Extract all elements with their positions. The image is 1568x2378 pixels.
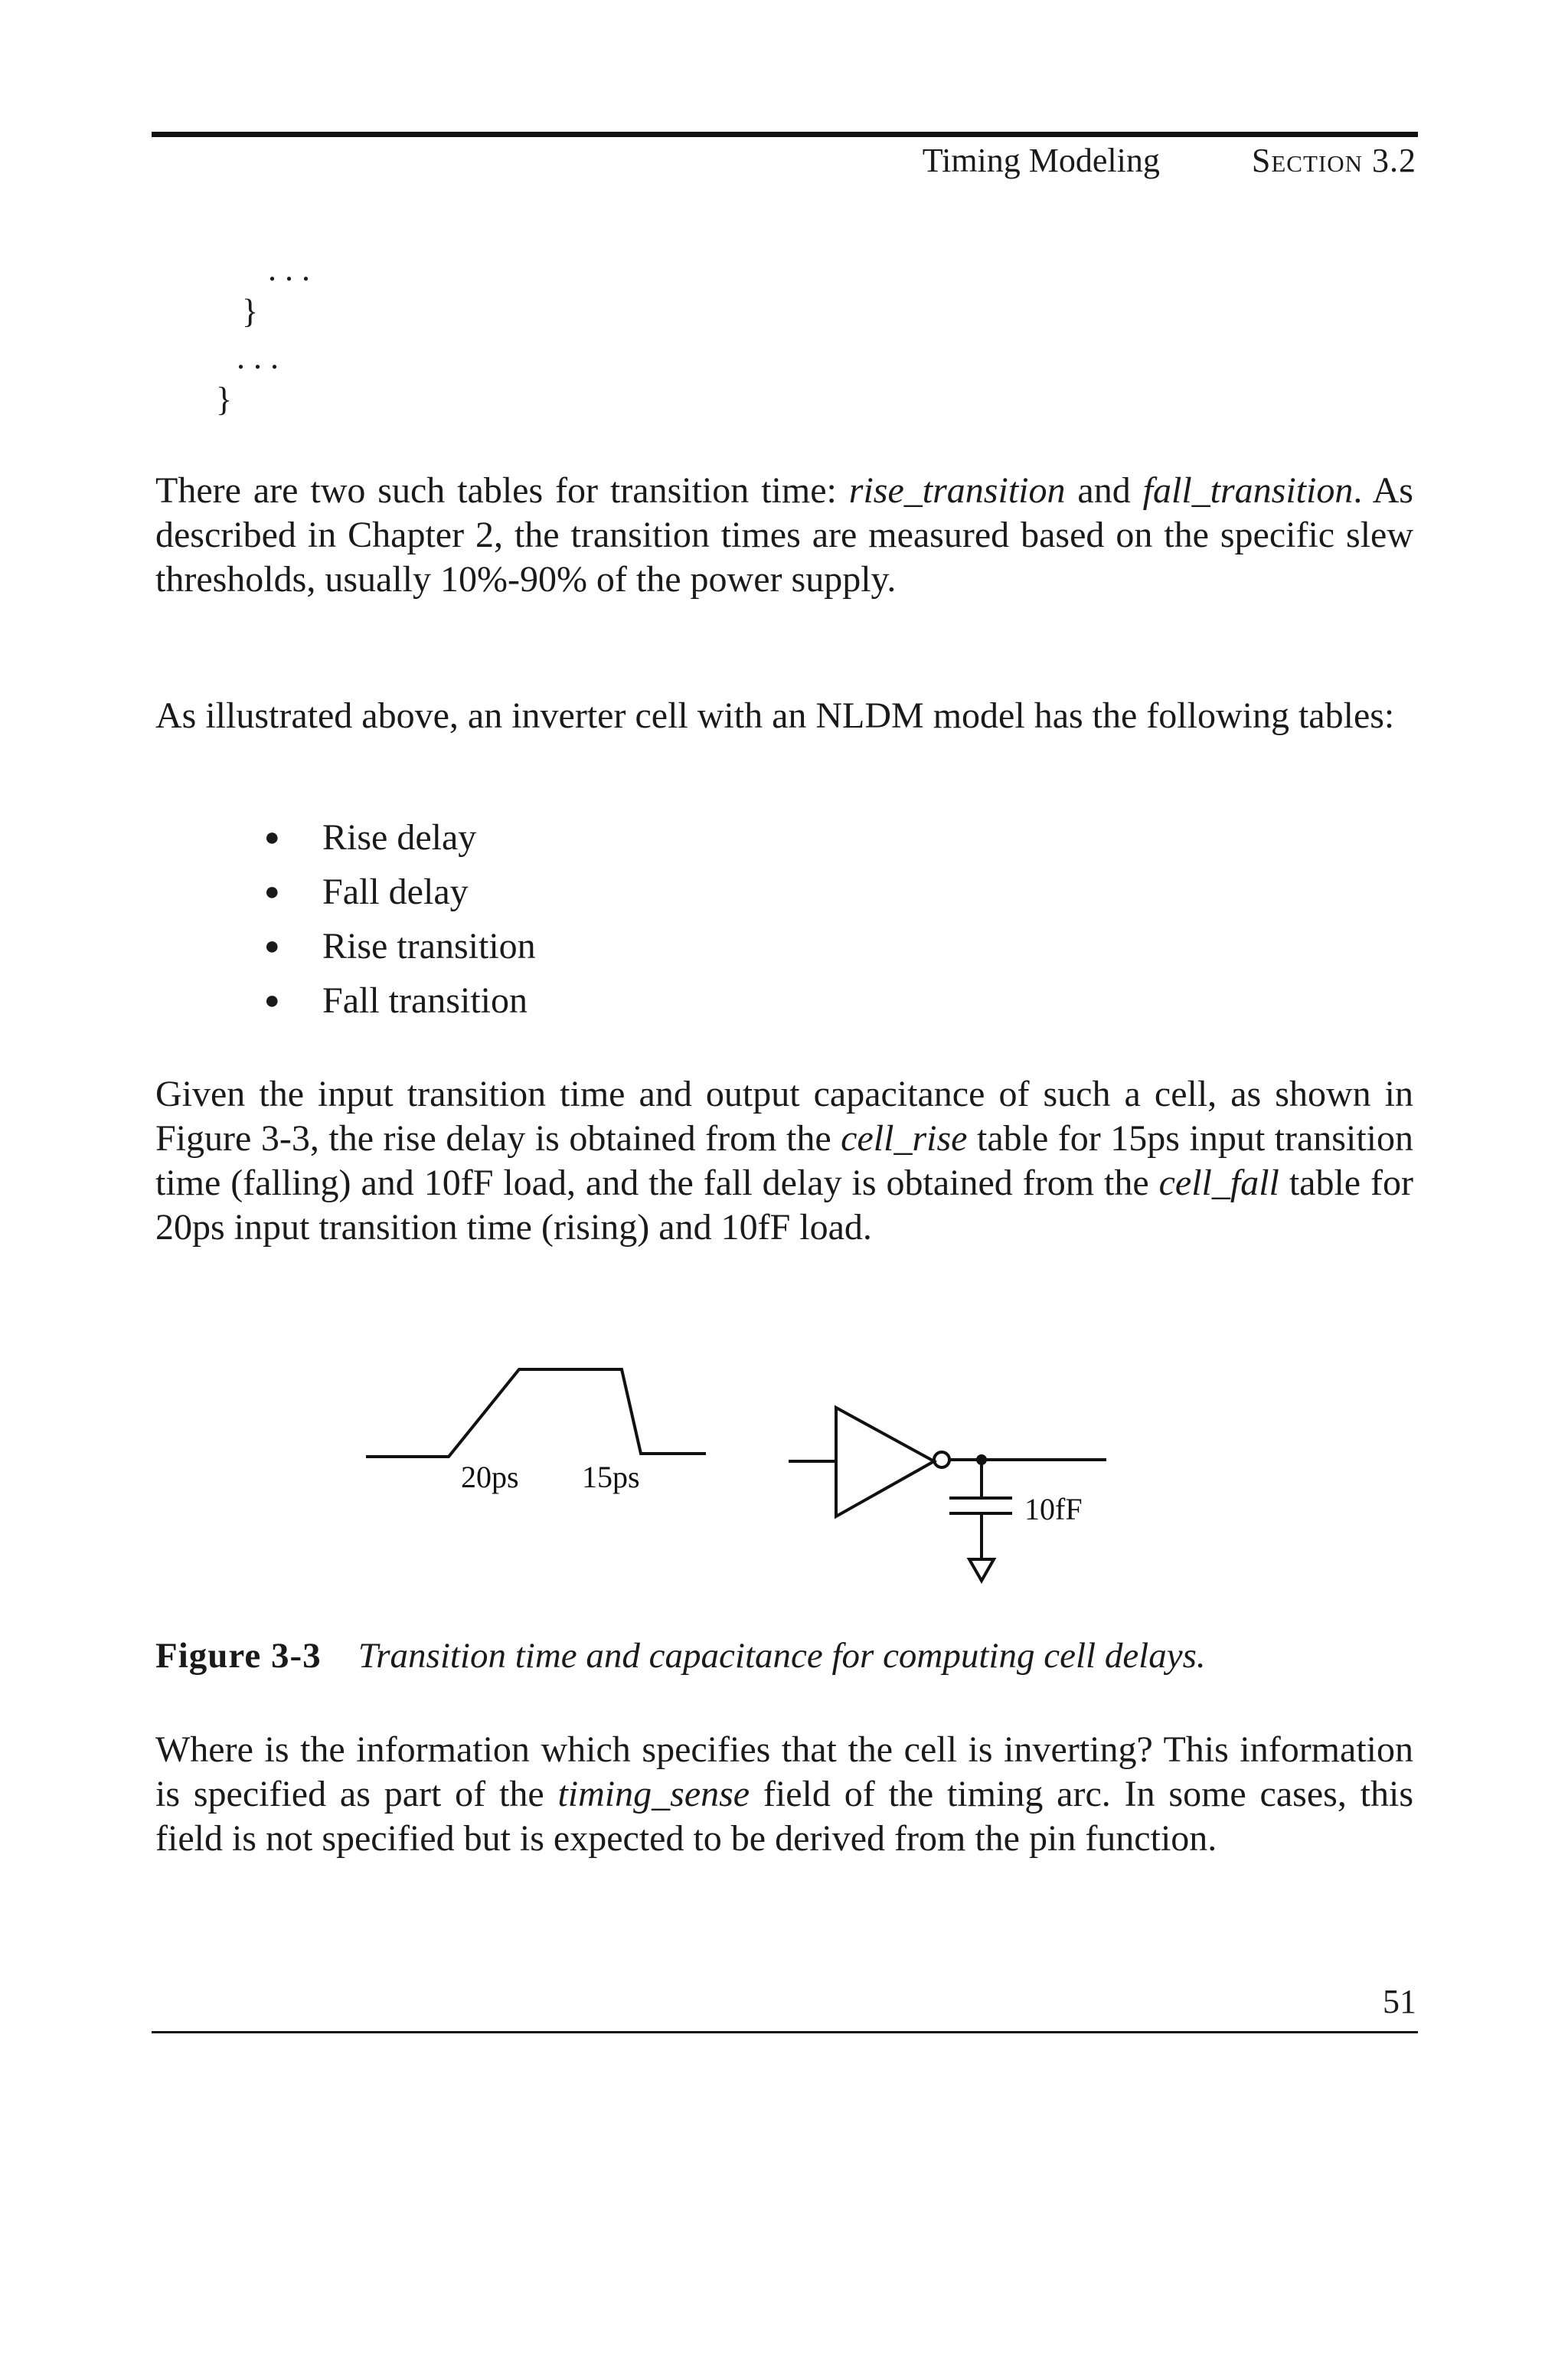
list-item: ● Rise transition bbox=[264, 919, 536, 973]
list-item: ● Rise delay bbox=[264, 810, 536, 865]
inverter-icon bbox=[836, 1408, 934, 1516]
bullet-icon: ● bbox=[264, 823, 280, 852]
list-item: ● Fall delay bbox=[264, 865, 536, 919]
transition-waveform bbox=[366, 1369, 706, 1457]
figure-inverter-diagram bbox=[0, 1333, 1568, 1608]
ground-icon bbox=[969, 1559, 994, 1581]
bullet-icon: ● bbox=[264, 932, 280, 960]
capacitance-label: 10fF bbox=[1024, 1492, 1083, 1526]
code-ellipsis-2: . . . bbox=[237, 339, 279, 376]
table-list bbox=[264, 810, 536, 1028]
fall-time-label: 15ps bbox=[582, 1460, 640, 1494]
footer-rule bbox=[152, 2031, 1418, 2033]
code-ellipsis-1: . . . bbox=[268, 250, 310, 288]
page-number: 51 bbox=[1383, 1983, 1416, 2020]
code-brace-1: } bbox=[242, 293, 259, 330]
bullet-icon: ● bbox=[264, 986, 280, 1015]
term-cell-rise: cell_rise bbox=[841, 1118, 968, 1159]
bullet-icon: ● bbox=[264, 878, 280, 906]
figure-number: Figure 3-3 bbox=[155, 1636, 322, 1676]
running-head-title: Timing Modeling bbox=[922, 142, 1160, 179]
term-fall-transition: fall_transition bbox=[1142, 470, 1354, 511]
code-brace-2: } bbox=[216, 381, 233, 418]
term-rise-transition: rise_transition bbox=[848, 470, 1066, 511]
inversion-bubble-icon bbox=[934, 1452, 949, 1467]
term-timing-sense: timing_sense bbox=[557, 1774, 750, 1814]
paragraph-timing-sense: Where is the information which specifies that the cell is inverting? This information is specified as part of the timing_sense field of the timing arc. In some cases, this field is not specified but is expected to be derived from the pin function. bbox=[155, 1729, 1414, 1859]
term-cell-fall: cell_fall bbox=[1158, 1163, 1279, 1203]
rise-time-label: 20ps bbox=[461, 1460, 519, 1494]
figure-caption bbox=[155, 1635, 1206, 1676]
running-head-section: Section 3.2 bbox=[1251, 142, 1416, 179]
paragraph-nldm-tables: As illustrated above, an inverter cell with an NLDM model has the following tables: bbox=[155, 695, 1395, 736]
list-item: ● Fall transition bbox=[264, 973, 536, 1028]
header-rule bbox=[152, 132, 1418, 137]
running-head bbox=[923, 141, 1416, 180]
paragraph-cell-delays: Given the input transition time and output capacitance of such a cell, as shown in Figure 3-3, the rise delay is obtained from the cell_rise table for 15ps input transition time (falling) and 10fF load, and the fall delay is obtained from the cell_fall table for 20ps input transition time (rising) and 10fF load. bbox=[155, 1074, 1414, 1248]
figure-caption-text: Transition time and capacitance for computing cell delays. bbox=[358, 1636, 1206, 1676]
paragraph-transition-tables: There are two such tables for transition time: rise_transition and fall_transition. As described in Chapter 2, the transition times are measured based on the specific slew thresholds, usually 10%-90% of the power supply. bbox=[155, 470, 1413, 600]
